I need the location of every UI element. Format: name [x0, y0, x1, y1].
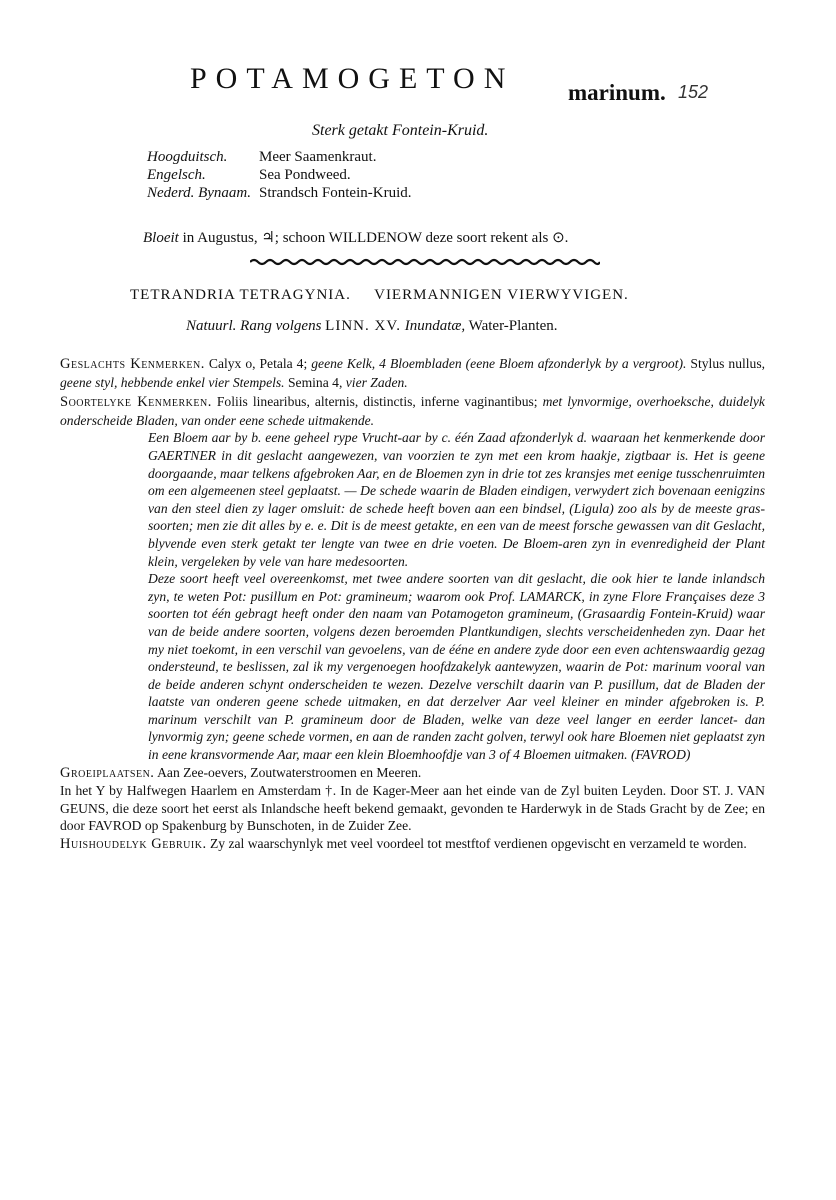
- genus-characteristics: Geslachts Kenmerken. Calyx o, Petala 4; geene Kelk, 4 Bloembladen (eene Bloem afzonderlyk by a vergroot). Stylus nullus, geene styl, hebbende enkel vier Stempels. Semina 4, vier Zaden.: [60, 356, 766, 390]
- common-name-row: [147, 166, 411, 184]
- linnaean-class: TETRANDRIA TETRAGYNIA.: [130, 287, 351, 303]
- flowering-line: [143, 228, 568, 247]
- language-label: Engelsch.: [147, 167, 206, 183]
- dutch-class: VIERMANNIGEN VIERWYVIGEN.: [374, 287, 629, 303]
- common-names-list: [147, 148, 411, 202]
- main-text: [60, 355, 765, 854]
- description-paragraph: Een Bloem aar by b. eene geheel rype Vrucht-aar by c. één Zaad afzonderlyk d. waaraan het kenmerkende door GAERTNER in dit geslacht aangewezen, van voorzien te zyn met een krom haakje, zigtbaar is. Het is geene doorgaande, maar telkens afgebroken Aar, en de Bloemen zyn in drie tot zes kransjes met eenige tusschenruimten om een algemeenen steel geplaatst. — De schede waarin de Bladen eindigen, verwydert zich bovenaan eenigzins van den steel dien zy lager omsluit: de schede heeft boven aan een bindsel, (Ligula) zoo als by de meeste gras-soorten; men zie dit alles by e. e. Dit is de meest getakte, en een van de meest forsche gewassen van dit Geslacht, blyvende even sterk getakt ter lengte van twee en drie voeten. De Bloem-aren zyn in evenredigheid der Plant klein, vergeleken by vele van hare medesoorten.: [148, 430, 765, 569]
- classification-line: [130, 287, 629, 304]
- flowering-label: Bloeit: [143, 230, 179, 246]
- rank-group: Inundatæ,: [404, 318, 466, 334]
- section-label: Groeiplaatsen.: [60, 764, 155, 781]
- economic-use-section: Huishoudelyk Gebruik. Zy zal waarschynlyk met veel voordeel tot mestftof verdienen opgevischt en verzameld te worden.: [60, 836, 747, 853]
- ornamental-rule: [250, 258, 600, 266]
- common-name-row: [147, 148, 411, 166]
- common-name: Strandsch Fontein-Kruid.: [259, 185, 412, 201]
- section-label: Geslachts Kenmerken.: [60, 356, 205, 372]
- species-characteristics: Soortelyke Kenmerken. Foliis linearibus, alternis, distinctis, inferne vaginantibus; met lynvormige, overhoeksche, duidelyk onderscheide Bladen, van onder eene schede uitmakende.: [60, 394, 765, 428]
- handwritten-page-number: 152: [678, 82, 709, 102]
- natural-rank-line: [186, 318, 558, 335]
- genus-title: POTAMOGETON: [190, 62, 515, 95]
- section-label: Soortelyke Kenmerken.: [60, 394, 212, 411]
- dutch-name-subtitle: Sterk getakt Fontein-Kruid.: [312, 122, 489, 139]
- common-name-row: [147, 184, 411, 202]
- rank-label: Natuurl. Rang volgens: [186, 318, 322, 334]
- section-label: Huishoudelyk Gebruik.: [60, 836, 207, 853]
- language-label: Hoogduitsch.: [147, 149, 228, 165]
- comparison-paragraph: Deze soort heeft veel overeenkomst, met twee andere soorten van dit geslacht, die ook hier te lande inlandsch zyn, te weten Pot: pusillum en Pot: gramineum; waarom ook Prof. LAMARCK, in zyne Flore Françaises deze 3 soorten tot één gebragt heeft onder den naam van Potamogeton gramineum, (Grasaardig Fontein-Kruid) waar van de beide andere soorten, volgens dezen beroemden Plantkundigen, slechts verscheidenheden zyn. Daar het my niet toekomt, in een verschil van gevoelens, van de ééne en andere zyde door een even achtenswaardig gezag ondersteund, te beslissen, zal ik my vergenoegen hoofdzakelyk aantewyzen, waarin de Pot: marinum vooral van de beide anderen schynt onderscheiden te wezen. Dezelve verschilt daarin van P. pusillum, dat de Bladen der laatste van onderen geene schede uitmaken, en dat derzelver Aar veel kleiner en minder afgebroken is. P. marinum verschilt van P. gramineum door de Bladen, welke van deze veel langer en eerder lancet- dan lynvormig zyn; geene schede vormen, en aan de randen zacht golven, terwyl ook hare Bloemen niet geplaatst zyn in eene kransvormende Aar, maar een klein Bloemhoofdje van 3 of 4 Bloemen uitmaken. (FAVROD): [148, 571, 765, 763]
- habitat-section: Groeiplaatsen. Aan Zee-oevers, Zoutwaterstroomen en Meeren.: [60, 764, 422, 781]
- habitat-details: In het Y by Halfwegen Haarlem en Amsterdam †. In de Kager-Meer aan het einde van de Zyl buiten Leyden. Door ST. J. VAN GEUNS, die deze soort het eerst als Inlandsche heeft bekend gemaakt, gevonden te Harderwyk in de Stads Gracht by de Zee; en door FAVROD op Spakenburg by Bunschoten, in de Zuider Zee.: [60, 783, 765, 834]
- rank-plants: Water-Planten.: [468, 318, 558, 334]
- language-label: Nederd. Bynaam.: [147, 185, 252, 201]
- flowering-text: in Augustus, ♃; schoon WILLDENOW deze soort rekent als ⊙.: [182, 230, 569, 246]
- common-name: Meer Saamenkraut.: [259, 149, 377, 165]
- common-name: Sea Pondweed.: [259, 167, 351, 183]
- species-name: marinum.: [568, 80, 666, 105]
- rank-source: LINN. XV.: [325, 318, 401, 334]
